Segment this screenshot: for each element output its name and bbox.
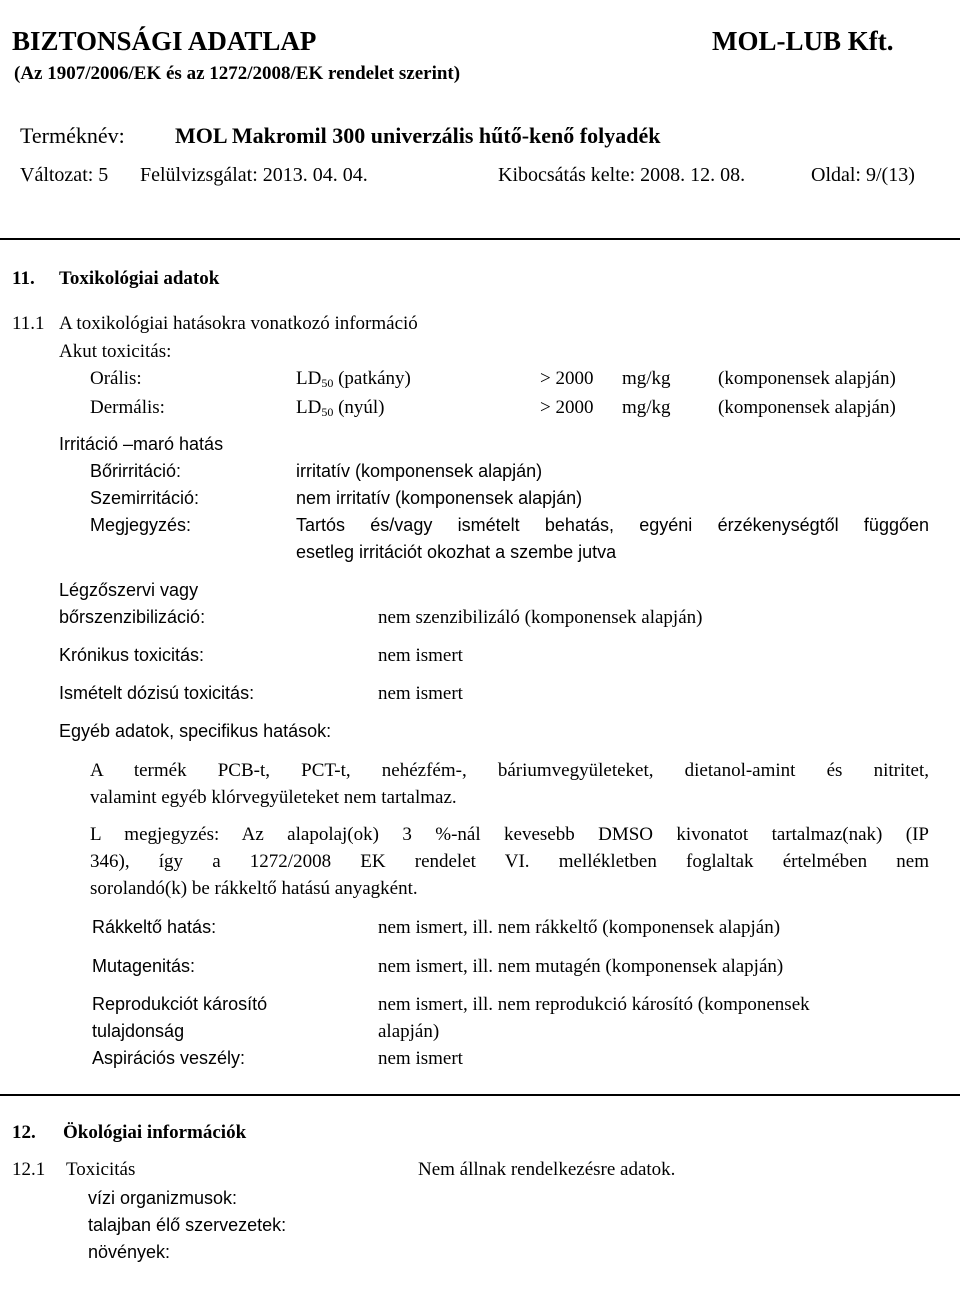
section-11-title: Toxikológiai adatok <box>59 268 220 289</box>
subsection-11-1-number: 11.1 <box>12 313 45 334</box>
regulation-text: (Az 1907/2006/EK és az 1272/2008/EK rendelet szerint) <box>14 63 461 84</box>
section-12-title: Ökológiai információk <box>63 1122 247 1143</box>
reproductive-value-1: nem ismert, ill. nem reprodukció károsító (komponensek <box>378 994 810 1015</box>
mutagenicity-value: nem ismert, ill. nem mutagén (komponensek alapján) <box>378 956 784 977</box>
eye-irritation-label: Szemirritáció: <box>90 488 200 508</box>
repeated-dose-value: nem ismert <box>378 683 463 704</box>
aquatic-organisms-label: vízi organizmusok: <box>88 1188 238 1208</box>
dermal-route: Dermális: <box>90 397 165 418</box>
page-number: Oldal: 9/(13) <box>811 164 915 186</box>
carcinogenicity-value: nem ismert, ill. nem rákkeltő (komponensek alapján) <box>378 917 781 938</box>
subsection-12-1-title: Toxicitás <box>66 1159 136 1180</box>
carcinogenicity-label: Rákkeltő hatás: <box>92 917 217 937</box>
irritation-heading: Irritáció –maró hatás <box>59 434 224 454</box>
other-effects-label: Egyéb adatok, specifikus hatások: <box>59 721 332 741</box>
issue-date: Kibocsátás kelte: 2008. 12. 08. <box>498 164 746 186</box>
toxicity-value: Nem állnak rendelkezésre adatok. <box>418 1159 676 1180</box>
skin-irritation-label: Bőrirritáció: <box>90 461 182 481</box>
dermal-unit: mg/kg <box>622 397 671 418</box>
dermal-ld50: $LD_{50}$ (nyúl) <box>296 397 385 419</box>
paragraph-2-line-1: L megjegyzés: Az alapolaj(ok) 3 %-nál kevesebb DMSO kivonatot tartalmaz(nak) (IP <box>90 824 929 845</box>
subsection-12-1-number: 12.1 <box>12 1159 46 1180</box>
product-name: MOL Makromil 300 univerzális hűtő-kenő folyadék <box>175 123 661 148</box>
dermal-value: > 2000 <box>540 397 594 418</box>
version-info: Változat: 5 <box>20 164 109 186</box>
divider-top <box>0 238 960 240</box>
note-line-1: Tartós és/vagy ismételt behatás, egyéni érzékenységtől függően <box>296 515 929 535</box>
company-name: MOL-LUB Kft. <box>712 26 894 56</box>
paragraph-1-line-1: A termék PCB-t, PCT-t, nehézfém-, báriumvegyületeket, dietanol-amint és nitritet, <box>90 760 929 781</box>
sensitization-label-1: Légzőszervi vagy <box>59 580 199 600</box>
acute-toxicity-label: Akut toxicitás: <box>59 341 172 362</box>
repeated-dose-label: Ismételt dózisú toxicitás: <box>59 683 255 703</box>
reproductive-label-2: tulajdonság <box>92 1021 185 1041</box>
divider-section-12 <box>0 1094 960 1096</box>
section-12-number: 12. <box>12 1122 36 1143</box>
paragraph-1-line-2: valamint egyéb klórvegyületeket nem tartalmaz. <box>90 787 457 808</box>
section-11-number: 11. <box>12 268 35 289</box>
dermal-basis: (komponensek alapján) <box>718 397 896 418</box>
mutagenicity-label: Mutagenitás: <box>92 956 196 976</box>
eye-irritation-value: nem irritatív (komponensek alapján) <box>296 488 583 508</box>
oral-basis: (komponensek alapján) <box>718 368 896 389</box>
reproductive-label-1: Reprodukciót károsító <box>92 994 268 1014</box>
skin-irritation-value: irritatív (komponensek alapján) <box>296 461 543 481</box>
chronic-toxicity-label: Krónikus toxicitás: <box>59 645 205 665</box>
product-label: Terméknév: <box>20 123 125 148</box>
oral-ld50: $LD_{50}$ (patkány) <box>296 368 411 390</box>
oral-unit: mg/kg <box>622 368 671 389</box>
aspiration-label: Aspirációs veszély: <box>92 1048 246 1068</box>
paragraph-2-line-2: 346), így a 1272/2008 EK rendelet VI. mellékletben foglaltak értelmében nem <box>90 851 929 872</box>
oral-route: Orális: <box>90 368 142 389</box>
sensitization-value: nem szenzibilizáló (komponensek alapján) <box>378 607 703 628</box>
plants-label: növények: <box>88 1242 171 1262</box>
note-line-2: esetleg irritációt okozhat a szembe jutva <box>296 542 617 562</box>
oral-value: > 2000 <box>540 368 594 389</box>
aspiration-value: nem ismert <box>378 1048 463 1069</box>
subsection-11-1-title: A toxikológiai hatásokra vonatkozó információ <box>59 313 418 334</box>
sensitization-label-2: bőrszenzibilizáció: <box>59 607 206 627</box>
chronic-toxicity-value: nem ismert <box>378 645 463 666</box>
note-label: Megjegyzés: <box>90 515 192 535</box>
reproductive-value-2: alapján) <box>378 1021 440 1042</box>
document-title: BIZTONSÁGI ADATLAP <box>12 26 317 56</box>
soil-organisms-label: talajban élő szervezetek: <box>88 1215 287 1235</box>
revision-date: Felülvizsgálat: 2013. 04. 04. <box>140 164 368 186</box>
paragraph-2-line-3: sorolandó(k) be rákkeltő hatású anyagként. <box>90 878 418 899</box>
